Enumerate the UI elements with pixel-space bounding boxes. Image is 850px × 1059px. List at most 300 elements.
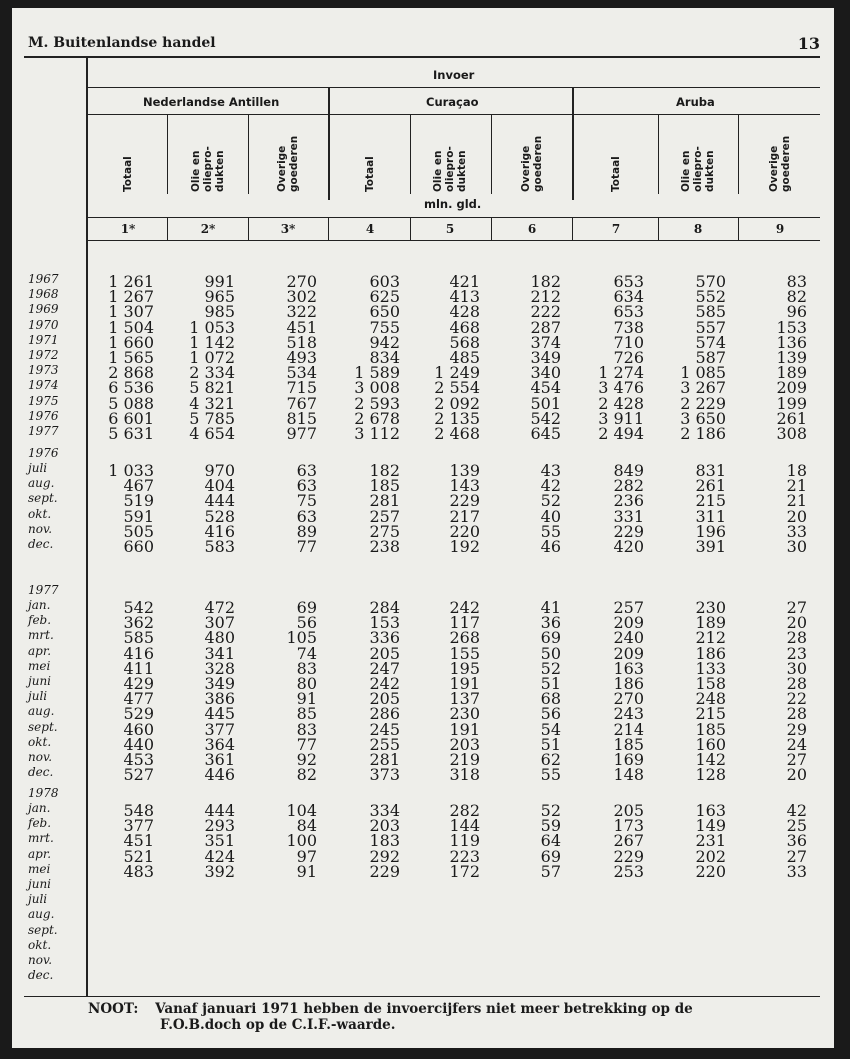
table-cell: 965 xyxy=(204,287,235,307)
table-cell: 2 186 xyxy=(680,424,726,443)
column-heading-5 xyxy=(432,120,468,192)
row-label: jan. xyxy=(28,801,51,815)
sub-divider-5 xyxy=(658,114,659,194)
row-label: okt. xyxy=(28,506,52,521)
row-label: mrt. xyxy=(28,831,54,846)
table-cell: 302 xyxy=(286,287,317,307)
table-cell: 416 xyxy=(123,643,154,663)
row-label: 1971 xyxy=(28,332,59,347)
table-cell: 192 xyxy=(449,537,480,556)
table-cell: 56 xyxy=(540,704,561,724)
table-cell: 738 xyxy=(613,317,644,337)
table-cell: 361 xyxy=(204,750,235,769)
table-cell: 28 xyxy=(786,628,807,648)
table-cell: 220 xyxy=(449,521,480,541)
table-cell: 97 xyxy=(296,846,317,866)
table-cell: 229 xyxy=(449,491,480,511)
table-cell: 660 xyxy=(123,537,154,556)
table-cell: 603 xyxy=(369,272,400,291)
row-label: feb. xyxy=(28,816,52,831)
column-heading-line: goederen xyxy=(532,135,544,192)
table-cell: 625 xyxy=(369,287,400,307)
table-cell: 27 xyxy=(786,750,807,769)
footnote xyxy=(88,1001,693,1033)
table-cell: 446 xyxy=(204,765,235,785)
table-cell: 83 xyxy=(296,719,317,739)
table-cell: 222 xyxy=(530,302,561,322)
group-aruba: Aruba xyxy=(676,95,715,109)
table-cell: 52 xyxy=(540,491,561,511)
column-heading-line: dukten xyxy=(214,150,226,192)
table-cell: 451 xyxy=(286,317,317,337)
bottom-rule xyxy=(24,996,820,997)
table-cell: 248 xyxy=(695,689,726,709)
table-cell: 42 xyxy=(786,801,807,820)
table-cell: 82 xyxy=(786,287,807,307)
table-cell: 51 xyxy=(540,674,561,693)
table-cell: 292 xyxy=(369,846,400,866)
table-cell: 485 xyxy=(449,348,480,367)
table-cell: 585 xyxy=(695,302,726,322)
table-cell: 230 xyxy=(695,598,726,617)
table-cell: 2 593 xyxy=(354,393,400,413)
table-cell: 128 xyxy=(695,765,726,785)
table-cell: 217 xyxy=(449,506,480,526)
table-cell: 199 xyxy=(776,393,807,413)
table-cell: 585 xyxy=(123,628,154,648)
table-cell: 1 565 xyxy=(108,348,154,367)
group-nederlandse-antillen: Nederlandse Antillen xyxy=(143,95,280,109)
table-cell: 386 xyxy=(204,689,235,709)
table-cell: 40 xyxy=(540,506,561,526)
column-number-3: 3* xyxy=(280,222,296,236)
table-cell: 142 xyxy=(695,750,726,769)
table-cell: 242 xyxy=(369,674,400,693)
table-cell: 83 xyxy=(786,272,807,291)
table-cell: 505 xyxy=(123,521,154,541)
row-label: sept. xyxy=(28,922,58,937)
colnum-divider xyxy=(410,218,411,240)
table-cell: 247 xyxy=(369,658,400,678)
table-cell: 1 660 xyxy=(108,332,154,352)
column-heading-8 xyxy=(680,120,716,192)
table-cell: 52 xyxy=(540,658,561,678)
table-cell: 195 xyxy=(449,658,480,678)
table-cell: 282 xyxy=(449,801,480,820)
table-cell: 1 085 xyxy=(680,363,726,383)
row-label: 1969 xyxy=(28,302,59,317)
table-cell: 172 xyxy=(449,861,480,881)
table-cell: 137 xyxy=(449,689,480,709)
table-cell: 63 xyxy=(296,461,317,480)
page-number: 13 xyxy=(797,34,820,53)
column-heading-line: Olie en xyxy=(680,150,692,192)
table-cell: 1 033 xyxy=(108,461,154,480)
table-cell: 284 xyxy=(369,598,400,617)
table-cell: 231 xyxy=(695,831,726,851)
table-cell: 119 xyxy=(449,831,480,851)
table-cell: 755 xyxy=(369,317,400,337)
table-cell: 209 xyxy=(776,378,807,398)
table-cell: 653 xyxy=(613,302,644,322)
table-cell: 28 xyxy=(786,674,807,693)
table-cell: 212 xyxy=(695,628,726,648)
table-cell: 54 xyxy=(540,719,561,739)
table-cell: 374 xyxy=(530,332,561,352)
table-cell: 20 xyxy=(786,613,807,633)
table-cell: 42 xyxy=(540,476,561,496)
table-cell: 349 xyxy=(204,674,235,693)
column-heading-line: Totaal xyxy=(610,156,622,192)
row-label: 1977 xyxy=(28,424,59,438)
table-cell: 215 xyxy=(695,704,726,724)
column-number-8: 8 xyxy=(693,222,703,236)
table-cell: 477 xyxy=(123,689,154,709)
table-cell: 63 xyxy=(296,476,317,496)
table-cell: 20 xyxy=(786,506,807,526)
table-cell: 453 xyxy=(123,750,154,769)
table-cell: 77 xyxy=(296,537,317,556)
table-cell: 69 xyxy=(540,628,561,648)
column-heading-line: dukten xyxy=(704,150,716,192)
table-cell: 202 xyxy=(695,846,726,866)
row-label: 1975 xyxy=(28,393,59,408)
table-cell: 501 xyxy=(530,393,561,413)
table-cell: 542 xyxy=(123,598,154,617)
table-cell: 340 xyxy=(530,363,561,383)
table-cell: 351 xyxy=(204,831,235,851)
table-cell: 392 xyxy=(204,861,235,881)
table-cell: 587 xyxy=(695,348,726,367)
column-heading-line: Overige xyxy=(768,145,780,192)
table-cell: 650 xyxy=(369,302,400,322)
table-cell: 568 xyxy=(449,332,480,352)
table-cell: 209 xyxy=(613,613,644,633)
table-cell: 267 xyxy=(613,831,644,851)
table-cell: 583 xyxy=(204,537,235,556)
table-cell: 27 xyxy=(786,598,807,617)
column-heading-line: oliepro- xyxy=(444,146,456,192)
table-cell: 1 072 xyxy=(189,348,235,367)
table-cell: 169 xyxy=(613,750,644,769)
table-cell: 205 xyxy=(369,689,400,709)
table-cell: 24 xyxy=(786,734,807,754)
table-cell: 209 xyxy=(613,643,644,663)
table-cell: 2 135 xyxy=(434,408,480,428)
table-cell: 3 267 xyxy=(680,378,726,398)
table-cell: 242 xyxy=(449,598,480,617)
table-cell: 528 xyxy=(204,506,235,526)
section-title: M. Buitenlandse handel xyxy=(28,35,216,51)
colnum-divider xyxy=(572,218,573,240)
block-year-title: 1978 xyxy=(28,785,59,800)
table-cell: 293 xyxy=(204,816,235,836)
table-cell: 18 xyxy=(786,461,807,480)
table-cell: 3 911 xyxy=(598,408,644,428)
row-label: sept. xyxy=(28,491,58,506)
table-cell: 149 xyxy=(695,816,726,836)
table-cell: 1 274 xyxy=(598,363,644,383)
table-cell: 404 xyxy=(204,476,235,496)
table-cell: 89 xyxy=(296,521,317,541)
row-label: mei xyxy=(28,658,51,673)
row-label: juni xyxy=(28,877,52,891)
table-cell: 57 xyxy=(540,861,561,881)
table-cell: 270 xyxy=(286,272,317,291)
table-cell: 428 xyxy=(449,302,480,322)
table-cell: 136 xyxy=(776,332,807,352)
table-cell: 238 xyxy=(369,537,400,556)
column-heading-line: dukten xyxy=(456,150,468,192)
table-cell: 28 xyxy=(786,704,807,724)
row-label: mei xyxy=(28,861,51,876)
table-cell: 212 xyxy=(530,287,561,307)
table-cell: 52 xyxy=(540,801,561,820)
table-cell: 1 504 xyxy=(108,317,154,337)
table-cell: 416 xyxy=(204,521,235,541)
group-divider-1 xyxy=(328,88,330,200)
row-label: mrt. xyxy=(28,628,54,643)
column-heading-6 xyxy=(520,120,544,192)
table-cell: 85 xyxy=(296,704,317,724)
table-cell: 391 xyxy=(695,537,726,556)
table-cell: 203 xyxy=(449,734,480,754)
row-label: aug. xyxy=(28,907,55,922)
row-label: sept. xyxy=(28,719,58,734)
table-cell: 158 xyxy=(695,674,726,693)
table-cell: 2 494 xyxy=(598,424,644,443)
row-label: 1967 xyxy=(28,272,59,286)
colnum-divider xyxy=(248,218,249,240)
table-cell: 3 650 xyxy=(680,408,726,428)
row-label: okt. xyxy=(28,734,52,749)
group-underline-1 xyxy=(88,114,328,115)
table-cell: 163 xyxy=(613,658,644,678)
colnum-divider xyxy=(167,218,168,240)
table-cell: 2 092 xyxy=(434,393,480,413)
row-label: okt. xyxy=(28,937,52,952)
table-cell: 43 xyxy=(540,461,561,480)
row-label: juli xyxy=(28,689,48,704)
table-cell: 970 xyxy=(204,461,235,480)
colnum-divider xyxy=(328,218,329,240)
footnote-line-1 xyxy=(88,1001,693,1017)
column-heading-line: goederen xyxy=(780,135,792,192)
table-cell: 56 xyxy=(296,613,317,633)
table-cell: 287 xyxy=(530,317,561,337)
table-cell: 373 xyxy=(369,765,400,785)
table-cell: 270 xyxy=(613,689,644,709)
table-cell: 205 xyxy=(613,801,644,820)
table-cell: 33 xyxy=(786,521,807,541)
table-cell: 591 xyxy=(123,506,154,526)
table-cell: 2 428 xyxy=(598,393,644,413)
table-cell: 29 xyxy=(786,719,807,739)
table-cell: 105 xyxy=(286,628,317,648)
table-cell: 240 xyxy=(613,628,644,648)
table-cell: 480 xyxy=(204,628,235,648)
sub-divider-1 xyxy=(167,114,168,194)
table-cell: 80 xyxy=(296,674,317,693)
table-cell: 143 xyxy=(449,476,480,496)
table-cell: 328 xyxy=(204,658,235,678)
column-heading-line: goederen xyxy=(288,135,300,192)
table-cell: 281 xyxy=(369,491,400,511)
table-cell: 1 267 xyxy=(108,287,154,307)
table-cell: 985 xyxy=(204,302,235,322)
row-label: jan. xyxy=(28,598,51,612)
table-cell: 411 xyxy=(123,658,154,678)
table-cell: 2 678 xyxy=(354,408,400,428)
table-cell: 413 xyxy=(449,287,480,307)
column-heading-line: Totaal xyxy=(122,156,134,192)
table-cell: 472 xyxy=(204,598,235,617)
table-cell: 68 xyxy=(540,689,561,709)
column-heading-line: Olie en xyxy=(190,150,202,192)
table-cell: 163 xyxy=(695,801,726,820)
table-cell: 189 xyxy=(776,363,807,383)
table-cell: 282 xyxy=(613,476,644,496)
table-cell: 182 xyxy=(369,461,400,480)
table-cell: 245 xyxy=(369,719,400,739)
table-cell: 230 xyxy=(449,704,480,724)
table-cell: 715 xyxy=(286,378,317,398)
table-cell: 634 xyxy=(613,287,644,307)
row-label: dec. xyxy=(28,765,54,780)
block-year-title: 1976 xyxy=(28,445,59,460)
row-label: nov. xyxy=(28,521,53,536)
table-cell: 421 xyxy=(449,272,480,291)
table-cell: 467 xyxy=(123,476,154,496)
table-cell: 205 xyxy=(369,643,400,663)
table-cell: 21 xyxy=(786,491,807,511)
column-heading-2 xyxy=(190,120,226,192)
table-cell: 483 xyxy=(123,861,154,881)
table-cell: 253 xyxy=(613,861,644,881)
table-cell: 196 xyxy=(695,521,726,541)
table-cell: 160 xyxy=(695,734,726,754)
table-cell: 468 xyxy=(449,317,480,337)
table-cell: 977 xyxy=(286,424,317,443)
top-rule xyxy=(24,56,820,58)
table-cell: 3 008 xyxy=(354,378,400,398)
table-cell: 21 xyxy=(786,476,807,496)
table-cell: 1 589 xyxy=(354,363,400,383)
table-cell: 100 xyxy=(286,831,317,851)
table-cell: 336 xyxy=(369,628,400,648)
table-cell: 255 xyxy=(369,734,400,754)
table-cell: 186 xyxy=(695,643,726,663)
table-cell: 144 xyxy=(449,816,480,836)
unit-label: mln. gld. xyxy=(424,197,482,211)
row-label: 1974 xyxy=(28,378,59,393)
page xyxy=(12,8,834,1048)
column-number-7: 7 xyxy=(611,222,621,236)
table-cell: 420 xyxy=(613,537,644,556)
table-cell: 440 xyxy=(123,734,154,754)
table-cell: 185 xyxy=(369,476,400,496)
table-cell: 331 xyxy=(613,506,644,526)
colnum-divider xyxy=(491,218,492,240)
invoer-rule xyxy=(88,87,820,88)
table-cell: 20 xyxy=(786,765,807,785)
table-cell: 268 xyxy=(449,628,480,648)
row-label: 1968 xyxy=(28,287,59,302)
row-label: 1973 xyxy=(28,363,59,378)
table-cell: 62 xyxy=(540,750,561,769)
table-cell: 377 xyxy=(123,816,154,836)
group-underline-2 xyxy=(330,114,572,115)
table-cell: 281 xyxy=(369,750,400,769)
table-cell: 548 xyxy=(123,801,154,820)
column-heading-7 xyxy=(610,120,622,192)
table-cell: 726 xyxy=(613,348,644,367)
group-underline-3 xyxy=(574,114,820,115)
table-cell: 96 xyxy=(786,302,807,322)
table-cell: 4 654 xyxy=(189,424,235,443)
table-cell: 574 xyxy=(695,332,726,352)
table-cell: 104 xyxy=(286,801,317,820)
footnote-text-1: Vanaf januari 1971 hebben de invoercijfers niet meer betrekking op de xyxy=(155,1001,693,1017)
table-cell: 185 xyxy=(695,719,726,739)
column-heading-9 xyxy=(768,120,792,192)
column-heading-1 xyxy=(122,120,134,192)
table-cell: 257 xyxy=(613,598,644,617)
column-number-5: 5 xyxy=(445,222,455,236)
column-number-2: 2* xyxy=(200,222,216,236)
table-cell: 444 xyxy=(204,801,235,820)
table-cell: 75 xyxy=(296,491,317,511)
table-cell: 1 053 xyxy=(189,317,235,337)
table-cell: 286 xyxy=(369,704,400,724)
table-cell: 22 xyxy=(786,689,807,709)
table-cell: 229 xyxy=(613,846,644,866)
table-cell: 30 xyxy=(786,537,807,556)
table-cell: 25 xyxy=(786,816,807,836)
table-cell: 3 476 xyxy=(598,378,644,398)
table-cell: 36 xyxy=(540,613,561,633)
footnote-line-2: F.O.B.doch op de C.I.F.-waarde. xyxy=(160,1017,396,1033)
table-cell: 91 xyxy=(296,861,317,881)
table-cell: 349 xyxy=(530,348,561,367)
table-cell: 84 xyxy=(296,816,317,836)
group-title: Invoer xyxy=(433,68,475,82)
table-cell: 189 xyxy=(695,613,726,633)
table-cell: 69 xyxy=(296,598,317,617)
table-cell: 460 xyxy=(123,719,154,739)
table-cell: 2 334 xyxy=(189,363,235,383)
table-cell: 6 536 xyxy=(108,378,154,398)
table-cell: 445 xyxy=(204,704,235,724)
table-cell: 322 xyxy=(286,302,317,322)
table-cell: 203 xyxy=(369,816,400,836)
row-label: apr. xyxy=(28,846,52,861)
table-cell: 186 xyxy=(613,674,644,693)
table-cell: 191 xyxy=(449,674,480,693)
table-cell: 1 261 xyxy=(108,272,154,291)
table-cell: 133 xyxy=(695,658,726,678)
sub-divider-3 xyxy=(410,114,411,194)
table-cell: 529 xyxy=(123,704,154,724)
table-cell: 229 xyxy=(369,861,400,881)
row-label: dec. xyxy=(28,968,54,983)
table-cell: 36 xyxy=(786,831,807,851)
table-cell: 362 xyxy=(123,613,154,633)
table-cell: 63 xyxy=(296,506,317,526)
column-heading-line: oliepro- xyxy=(692,146,704,192)
table-cell: 519 xyxy=(123,491,154,511)
column-number-6: 6 xyxy=(527,222,537,236)
